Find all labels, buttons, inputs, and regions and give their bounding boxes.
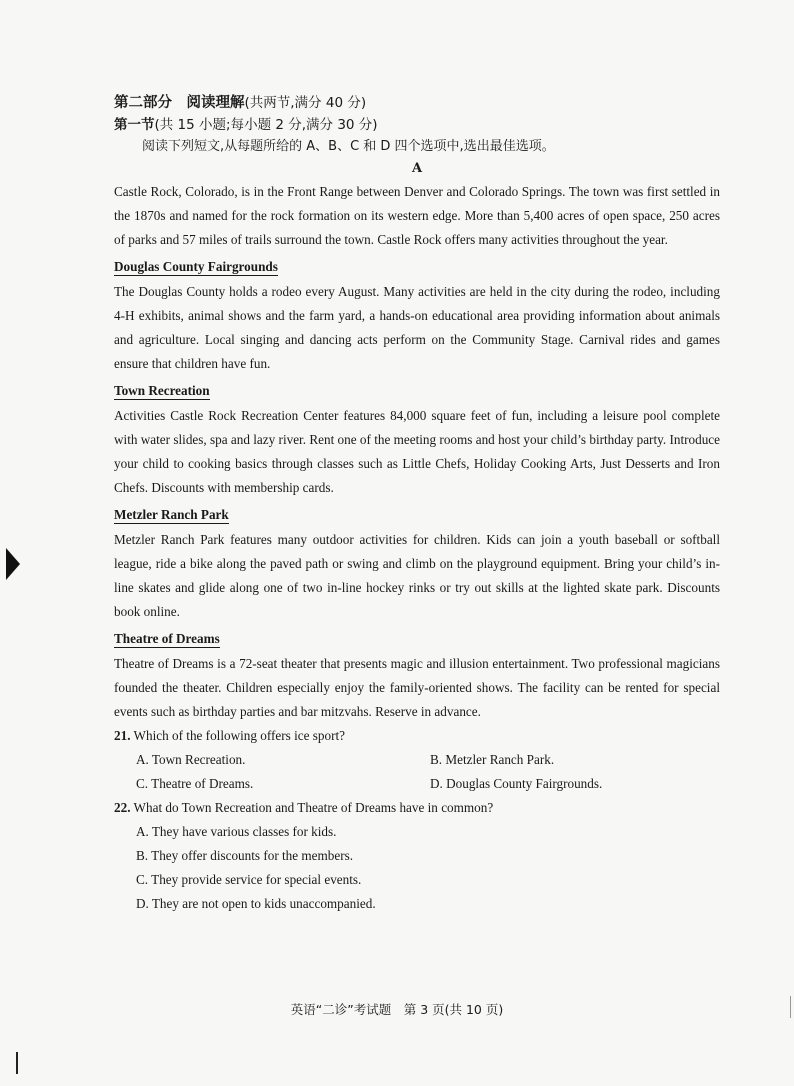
page-turn-arrow-icon bbox=[6, 548, 20, 580]
section-title bbox=[114, 114, 720, 136]
question-21 bbox=[114, 724, 720, 796]
question-text: Which of the following offers ice sport? bbox=[133, 728, 345, 743]
section-text: Activities Castle Rock Recreation Center features 84,000 square feet of fun, including a leisure pool complete with water slides, spa and lazy river. Rent one of the meeting rooms and host your child’s birthday party. Introduce your child to cooking basics through classes such as Little Chefs, Holiday Cooking Arts, Just Desserts and Iron Chefs. Discounts with membership cards. bbox=[114, 408, 720, 495]
question-number: 22. bbox=[114, 800, 131, 815]
option-c[interactable]: C. They provide service for special events. bbox=[136, 872, 362, 887]
option-a[interactable]: A. Town Recreation. bbox=[136, 752, 246, 767]
option-c[interactable]: C. Theatre of Dreams. bbox=[136, 776, 254, 791]
passage-letter: A bbox=[411, 161, 423, 176]
option-d[interactable]: D. They are not open to kids unaccompanied. bbox=[136, 896, 376, 911]
option-d[interactable]: D. Douglas County Fairgrounds. bbox=[430, 776, 603, 791]
section-text: The Douglas County holds a rodeo every August. Many activities are held in the city during the rodeo, including 4-H exhibits, animal shows and the farm yard, a hands-on educational area providing information about animals and agriculture. Local singing and dancing acts perform on the Community Stage. Carnival rides and games ensure that children have fun. bbox=[114, 284, 720, 371]
option-grid bbox=[136, 748, 720, 796]
passage-section-theatre bbox=[114, 624, 720, 724]
passage-section-town-recreation bbox=[114, 376, 720, 500]
page-content bbox=[114, 92, 720, 916]
part-title-sub: (共两节,满分 40 分) bbox=[244, 95, 367, 111]
section-heading: Douglas County Fairgrounds bbox=[114, 259, 278, 274]
passage-section-douglas bbox=[114, 252, 720, 376]
option-list bbox=[136, 820, 720, 916]
part-title-main: 第二部分 阅读理解 bbox=[114, 95, 245, 111]
question-stem bbox=[114, 724, 720, 748]
passage-section-metzler bbox=[114, 500, 720, 624]
section-heading: Town Recreation bbox=[114, 383, 210, 398]
margin-bar-mark bbox=[16, 1052, 18, 1074]
section-title-main: 第一节 bbox=[114, 117, 155, 133]
section-text: Metzler Ranch Park features many outdoor activities for children. Kids can join a youth baseball or softball league, ride a bike along the paved path or swing and climb on the playground equipment. Bring your child’s in-line skates and glide along one of two in-line hockey rinks or try out skills at the lighted skate park. Discounts book online. bbox=[114, 532, 720, 619]
page-footer: 英语“二诊”考试题 第 3 页(共 10 页) bbox=[290, 1002, 504, 1017]
section-text: Theatre of Dreams is a 72-seat theater that presents magic and illusion entertainment. Two professional magicians founded the theater. Children especially enjoy the family-oriented shows. The facility can be rented for special events such as birthday parties and bar mitzvahs. Reserve in advance. bbox=[114, 656, 720, 719]
passage-intro: Castle Rock, Colorado, is in the Front Range between Denver and Colorado Springs. The town was first settled in the 1870s and named for the rock formation on its western edge. More than 5,400 acres of open space, 250 acres of parks and 57 miles of trails surround the town. Castle Rock offers many activities throughout the year. bbox=[114, 184, 720, 247]
section-title-sub: (共 15 小题;每小题 2 分,满分 30 分) bbox=[154, 117, 378, 133]
option-b[interactable]: B. Metzler Ranch Park. bbox=[430, 752, 555, 767]
option-b[interactable]: B. They offer discounts for the members. bbox=[136, 848, 354, 863]
section-heading: Theatre of Dreams bbox=[114, 631, 220, 646]
question-22 bbox=[114, 796, 720, 916]
part-title bbox=[114, 92, 720, 114]
option-a[interactable]: A. They have various classes for kids. bbox=[136, 824, 337, 839]
instruction-text: 阅读下列短文,从每题所给的 A、B、C 和 D 四个选项中,选出最佳选项。 bbox=[142, 139, 555, 154]
section-heading: Metzler Ranch Park bbox=[114, 507, 229, 522]
question-text: What do Town Recreation and Theatre of Dreams have in common? bbox=[133, 800, 494, 815]
question-stem bbox=[114, 796, 720, 820]
question-number: 21. bbox=[114, 728, 131, 743]
